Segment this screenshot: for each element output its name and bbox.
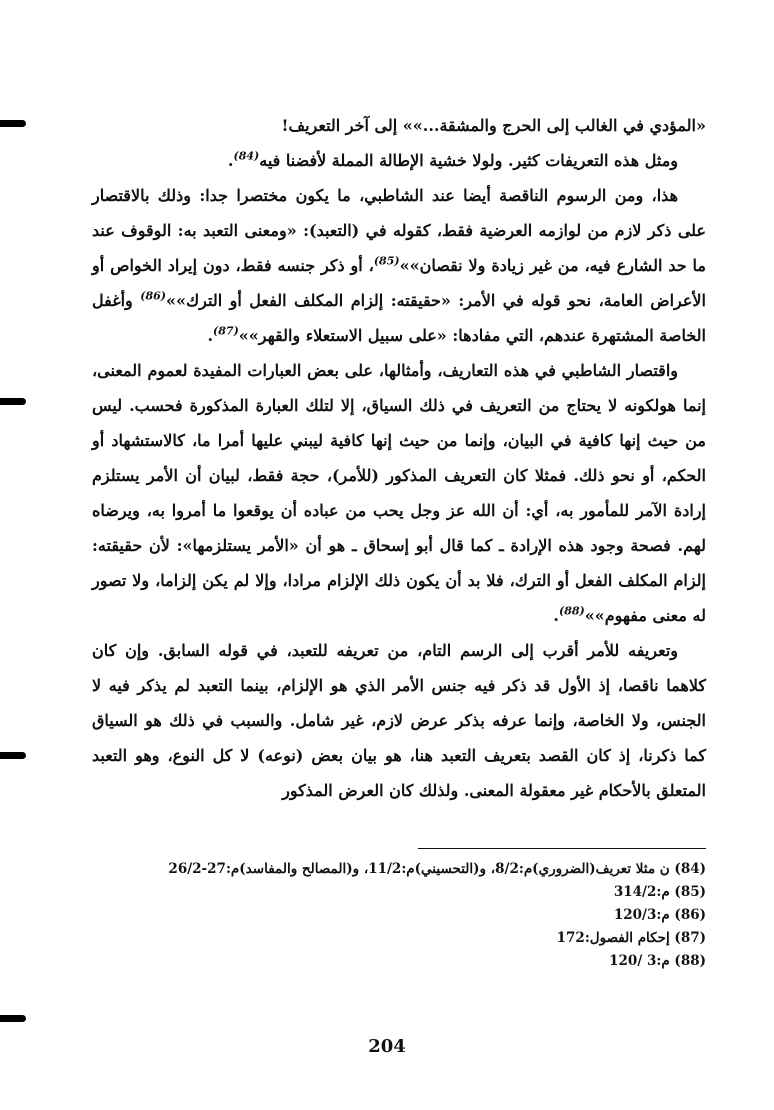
- footnote: (86) م:120/3: [613, 907, 706, 923]
- paragraph: [92, 108, 706, 143]
- body-text: [92, 108, 706, 808]
- paragraph: [92, 353, 706, 633]
- footnote: (85) م:314/2: [613, 884, 706, 900]
- text-segment: وأغفل الخاصة المشتهرة عندهم، التي مفادها: «على سبيل الاستعلاء والقهر»»: [92, 291, 706, 345]
- text-segment: هذا، ومن الرسوم الناقصة أيضا عند الشاطبي، ما يكون مختصرا جدا: وذلك بالاقتصار على ذكر لازم من لوازمه العرضية فقط، كقوله في (التعبد): «ومعنى التعبد به: الوقوف عند ما حد الشارع فيه، من غير زيادة ولا نقصان»»: [92, 186, 706, 275]
- scan-edge-mark: [0, 120, 26, 127]
- paragraph: [92, 143, 706, 178]
- footnote: (84) ن مثلا تعريف(الضروري)م:8/2، و(التحسيني)م:11/2، و(المصالح والمفاسد)م:27-26/2: [168, 861, 706, 877]
- footnote: (87) إحكام الفصول:172: [556, 930, 706, 946]
- text-segment: «المؤدي في الغالب إلى الحرج والمشقة...»» إلى آخر التعريف!: [281, 116, 706, 135]
- footnote-reference: (84): [233, 149, 260, 163]
- scan-edge-mark: [0, 398, 26, 405]
- paragraph: [92, 178, 706, 353]
- text-segment: ، أو ذكر جنسه فقط، دون إيراد الخواص أو الأعراض العامة، نحو قوله في الأمر: «حقيقته: إلزام المكلف الفعل أو الترك»»: [92, 256, 707, 310]
- text-segment: .: [207, 326, 214, 345]
- footnote-reference: (85): [373, 254, 400, 268]
- scan-edge-mark: [0, 1015, 26, 1022]
- footnote-reference: (87): [213, 324, 239, 338]
- footnotes: [92, 858, 706, 973]
- text-segment: واقتصار الشاطبي في هذه التعاريف، وأمثالها، على بعض العبارات المفيدة لعموم المعنى، إنما هولكونه لا يحتاج من التعريف في ذلك السياق، إلا لتلك العبارة المذكورة فحسب. ليس من حيث إنها كافية في البيان، وإنما من حيث إنها كافية ليبني عليها أمرا ما، كالاستشهاد أو الحكم، أو نحو ذلك. فمثلا كان التعريف المذكور (للأمر)، حجة فقط، لبيان أن الأمر يستلزم إرادة الآمر للمأمور به، أي: أن الله عز وجل يحب من عباده أن يوقعوا ما أمروا به، ويرضاه لهم. فصحة وجود هذه الإرادة ـ كما قال أبو إسحاق ـ هو أن «الأمر يستلزمها»: لأن حقيقته: إلزام المكلف الفعل أو الترك، فلا بد أن يكون ذلك الإلزام مرادا، وإلا لم يكن إلزاما، ولا تصور له معنى مفهوم»»: [92, 361, 707, 625]
- paragraph: [92, 633, 706, 808]
- text-segment: وتعريفه للأمر أقرب إلى الرسم التام، من تعريفه للتعبد، في قوله السابق. وإن كان كلاهما ناقصا، إذ الأول قد ذكر فيه جنس الأمر الذي هو الإلزام، بينما التعبد لم يذكر فيه لا الجنس، ولا الخاصة، وإنما عرفه بذكر عرض لازم، غير شامل. والسبب في ذلك هو السياق كما ذكرنا، إذ كان القصد بتعريف التعبد هنا، هو بيان بعض (نوعه) لا كل النوع، وهو التعبد المتعلق بالأحكام غير معقولة المعنى. ولذلك كان العرض المذكور: [92, 641, 706, 800]
- footnote-separator: [418, 848, 706, 849]
- scan-edge-mark: [0, 752, 26, 759]
- text-segment: .: [553, 606, 559, 625]
- footnote-reference: (86): [140, 289, 166, 303]
- footnote-reference: (88): [558, 604, 585, 618]
- text-segment: ومثل هذه التعريفات كثير. ولولا خشية الإطالة المملة لأفضنا فيه: [259, 151, 678, 170]
- footnote: (88) م:3 /120: [609, 953, 706, 969]
- text-segment: .: [227, 151, 234, 170]
- page-number: 204: [368, 1036, 406, 1057]
